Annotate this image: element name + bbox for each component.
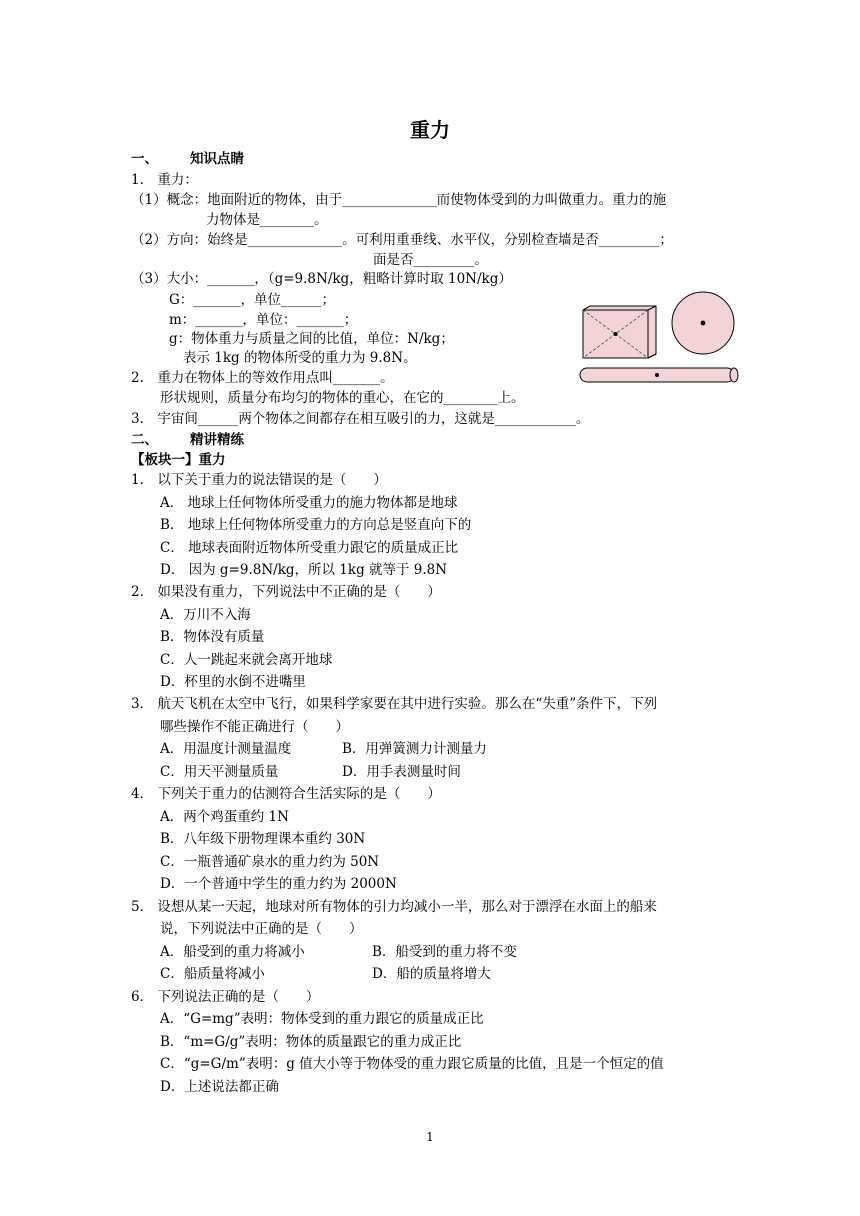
question-4-option-d: D．一个普通中学生的重力约为 2000N <box>160 876 397 892</box>
question-3-option-a: A．用温度计测量温度 <box>160 741 292 757</box>
question-3-option-c: C．用天平测量质量 <box>160 764 279 780</box>
question-6-option-a: A．“G=mg”表明：物体受到的重力跟它的质量成正比 <box>160 1011 484 1027</box>
block-heading: 【板块一】重力 <box>131 452 226 468</box>
question-1: 1． 以下关于重力的说法错误的是（ ） <box>131 472 387 488</box>
question-2-option-a: A．万川不入海 <box>160 607 251 623</box>
question-2-option-b: B．物体没有质量 <box>160 629 265 645</box>
rod-figure <box>580 368 738 382</box>
point-1-magnitude: （3）大小：_______，（g=9.8N/kg，粗略计算时取 10N/kg） <box>131 271 512 287</box>
question-4-option-c: C．一瓶普通矿泉水的重力约为 50N <box>160 854 380 870</box>
question-5-option-b: B．船受到的重力将不变 <box>372 944 517 960</box>
question-3: 3． 航天飞机在太空中飞行，如果科学家要在其中进行实验。那么在“失重”条件下，下列 <box>131 696 658 712</box>
page-title: 重力 <box>410 118 450 142</box>
page-number: 1 <box>426 1130 434 1144</box>
point-3: 3. 宇宙间______两个物体之间都存在相互吸引的力，这就是____________。 <box>131 411 590 427</box>
point-1: 1. 重力： <box>131 172 198 188</box>
question-4-option-b: B．八年级下册物理课本重约 30N <box>160 831 366 847</box>
question-1-option-c: C． 地球表面附近物体所受重力跟它的质量成正比 <box>160 540 459 556</box>
question-6-option-c: C．“g=G/m”表明：g 值大小等于物体受的重力跟它质量的比值，且是一个恒定的值 <box>160 1056 664 1072</box>
section-heading: 知识点睛 <box>190 151 244 167</box>
g-definition: G：_______，单位______； <box>169 292 336 308</box>
g-constant-definition: g：物体重力与质量之间的比值，单位：N/kg； <box>169 331 454 347</box>
question-5-option-d: D．船的质量将增大 <box>372 966 491 982</box>
question-1-option-b: B． 地球上任何物体所受重力的方向总是竖直向下的 <box>160 517 472 533</box>
question-5: 5． 设想从某一天起，地球对所有物体的引力均减小一半，那么对于漂浮在水面上的船来 <box>131 899 657 915</box>
question-2-option-c: C．人一跳起来就会离开地球 <box>160 652 333 668</box>
question-2: 2． 如果没有重力，下列说法中不正确的是（ ） <box>131 584 441 600</box>
m-definition: m：_______，单位：_______； <box>169 312 358 328</box>
question-1-option-a: A． 地球上任何物体所受重力的施力物体都是地球 <box>160 495 458 511</box>
question-6-option-b: B．“m=G/g”表明：物体的质量跟它的重力成正比 <box>160 1034 462 1050</box>
point-1-direction-cont: 面是否_________。 <box>373 252 488 268</box>
question-3-option-b: B．用弹簧测力计测量力 <box>342 741 487 757</box>
disc-figure <box>672 292 734 354</box>
question-4: 4． 下列关于重力的估测符合生活实际的是（ ） <box>131 786 441 802</box>
question-6: 6． 下列说法正确的是（ ） <box>131 989 320 1005</box>
point-1-direction: （2）方向：始终是______________。可利用重垂线、水平仪，分别检查墙是否_________； <box>131 232 673 248</box>
section-heading: 精讲精练 <box>190 432 244 448</box>
question-5-option-a: A．船受到的重力将减小 <box>160 944 305 960</box>
point-1-concept-cont: 力物体是________。 <box>206 212 328 228</box>
section-number: 二、 <box>131 432 158 448</box>
g-constant-meaning: 表示 1kg 的物体所受的重力为 9.8N。 <box>183 350 417 366</box>
question-3-option-d: D．用手表测量时间 <box>342 764 461 780</box>
question-6-option-d: D．上述说法都正确 <box>160 1079 279 1095</box>
point-2-cont: 形状规则，质量分布均匀的物体的重心，在它的________上。 <box>160 390 525 406</box>
question-4-option-a: A．两个鸡蛋重约 1N <box>160 809 289 825</box>
question-5-cont: 说，下列说法中正确的是（ ） <box>160 921 363 937</box>
point-1-concept: （1）概念：地面附近的物体，由于______________而使物体受到的力叫做重力。重力的施 <box>131 192 667 208</box>
section-number: 一、 <box>131 151 158 167</box>
question-1-option-d: D． 因为 g=9.8N/kg，所以 1kg 就等于 9.8N <box>160 562 448 578</box>
rectangle-block-figure <box>583 306 656 358</box>
question-2-option-d: D．杯里的水倒不进嘴里 <box>160 674 306 690</box>
point-2: 2. 重力在物体上的等效作用点叫_______。 <box>131 370 394 386</box>
question-5-option-c: C．船质量将减小 <box>160 966 265 982</box>
question-3-cont: 哪些操作不能正确进行（ ） <box>160 719 349 735</box>
